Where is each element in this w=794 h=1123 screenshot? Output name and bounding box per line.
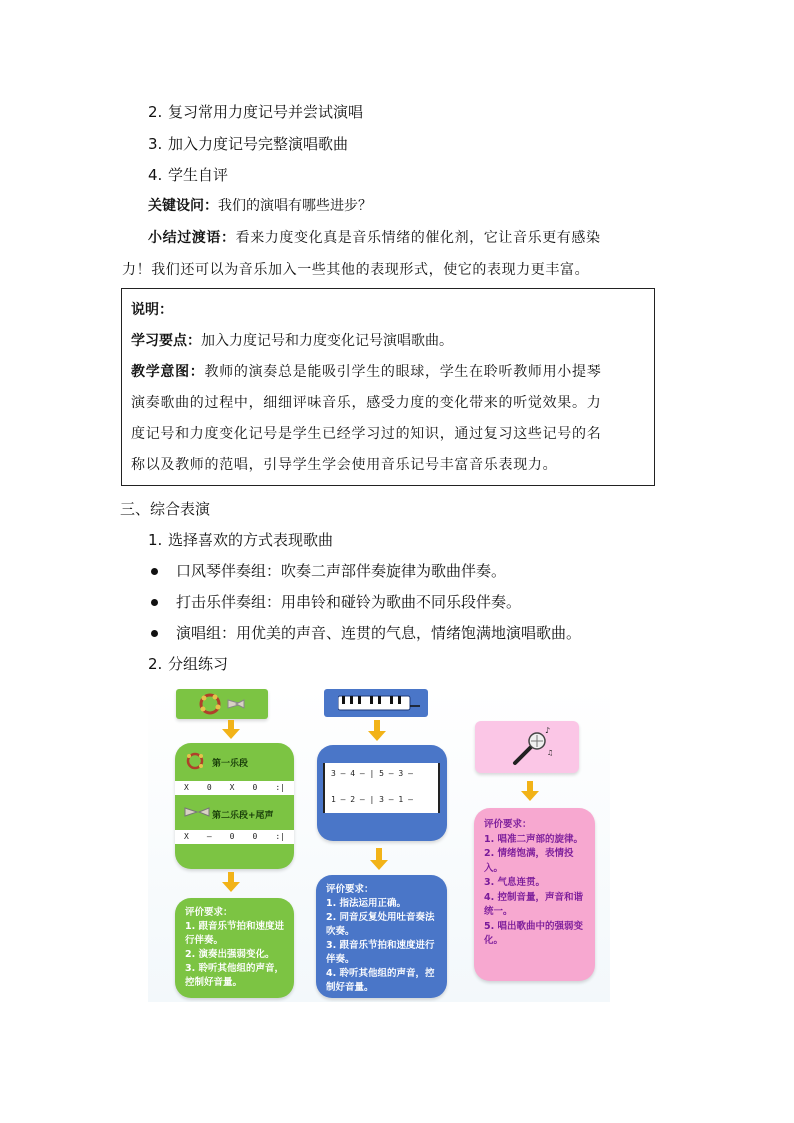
repeat-sign: :| — [275, 783, 285, 792]
note-title: 说明： — [131, 302, 173, 318]
triangle-bells-icon — [181, 805, 213, 819]
rhythm-note: X — [184, 783, 189, 792]
percussion-eval-card — [175, 898, 294, 998]
learning-points-text: 加入力度记号和力度变化记号演唱歌曲。 — [201, 333, 453, 349]
rhythm-note: 0 — [252, 832, 258, 841]
key-question — [148, 196, 372, 216]
teaching-intent-line-4: 称以及教师的范唱，引导学生学会使用音乐记号丰富音乐表现力。 — [131, 457, 558, 473]
rhythm-note: – — [206, 832, 212, 841]
percussion-rhythm-card — [175, 743, 294, 869]
eval-item: 2. 同音反复处用吐音奏法吹奏。 — [326, 912, 435, 937]
step-text: 学生自评 — [168, 166, 229, 184]
step-number: 4. — [148, 166, 163, 184]
arrow — [228, 872, 234, 882]
arrow-head — [370, 860, 388, 870]
step-number: 2. — [148, 103, 163, 121]
section-2-label: 第二乐段+尾声 — [212, 811, 274, 821]
score-upper-voice: 3 – 4 – | 5 – 3 – — [331, 767, 433, 781]
sleigh-bells-icon — [198, 692, 250, 716]
bullet-singing-group: 演唱组：用优美的声音、连贯的气息，情绪饱满地演唱歌曲。 — [176, 624, 582, 642]
eval-item: 3. 聆听其他组的声音，控制好音量。 — [185, 963, 285, 988]
eval-title: 评价要求： — [484, 819, 532, 830]
arrow — [228, 720, 234, 729]
step-text: 加入力度记号完整演唱歌曲 — [168, 135, 349, 153]
teaching-intent-text-1: 教师的演奏总是能吸引学生的眼球，学生在聆听教师用小提琴 — [204, 364, 602, 380]
bullet-dot — [151, 599, 158, 606]
note-box — [121, 288, 655, 486]
step-number: 2. — [148, 655, 163, 673]
bullet-dot — [151, 568, 158, 575]
arrow — [527, 781, 533, 791]
teaching-intent-label: 教学意图： — [131, 364, 205, 380]
rhythm-note: 0 — [206, 783, 212, 792]
learning-points-label: 学习要点： — [131, 333, 201, 349]
step-text: 选择喜欢的方式表现歌曲 — [168, 531, 334, 549]
eval-item: 1. 跟音乐节拍和速度进行伴奏。 — [185, 921, 285, 946]
melodica-header — [324, 689, 428, 717]
rhythm-note: X — [229, 783, 235, 792]
key-question-label: 关键设问： — [148, 198, 218, 214]
eval-item: 2. 演奏出强弱变化。 — [185, 949, 275, 960]
arrow — [376, 848, 382, 860]
summary-label: 小结过渡语： — [148, 230, 236, 246]
summary-line-2: 力！我们还可以为音乐加入一些其他的表现形式，使它的表现力更丰富。 — [122, 262, 590, 278]
teaching-intent-line-1 — [131, 362, 601, 382]
arrow-head — [222, 729, 240, 739]
eval-content — [484, 818, 588, 949]
rhythm-row-2 — [175, 830, 294, 844]
eval-content — [326, 883, 442, 995]
eval-item: 3. 气息连贯。 — [484, 877, 546, 888]
step-text: 复习常用力度记号并尝试演唱 — [168, 103, 364, 121]
svg-text:♫: ♫ — [547, 749, 553, 757]
melodica-icon — [338, 694, 420, 712]
step-number: 1. — [148, 531, 163, 549]
step-2 — [148, 102, 363, 122]
bullet-percussion-group: 打击乐伴奏组：用串铃和碰铃为歌曲不同乐段伴奏。 — [176, 593, 522, 611]
vocal-header — [475, 721, 579, 773]
rhythm-note: X — [184, 832, 189, 841]
step-text: 分组练习 — [168, 655, 229, 673]
teaching-intent-line-2: 演奏歌曲的过程中，细细评味音乐，感受力度的变化带来的听觉效果。力 — [131, 395, 602, 411]
vocal-eval-card — [474, 808, 595, 981]
section-1-label: 第一乐段 — [212, 759, 249, 769]
summary-text-1: 看来力度变化真是音乐情绪的催化剂，它让音乐更有感染 — [235, 230, 601, 246]
microphone-icon — [509, 725, 553, 769]
sleigh-bells-icon — [183, 751, 211, 771]
learning-points — [131, 331, 453, 351]
score-lower-voice: 1 – 2 – | 3 – 1 – — [331, 793, 433, 807]
rhythm-row-1 — [175, 781, 294, 795]
eval-item: 2. 情绪饱满，表情投入。 — [484, 848, 574, 874]
arrow-head — [521, 791, 539, 801]
eval-item: 3. 跟音乐节拍和速度进行伴奏。 — [326, 940, 435, 965]
eval-item: 4. 聆听其他组的声音，控制好音量。 — [326, 968, 435, 993]
eval-title: 评价要求： — [185, 907, 233, 918]
section-3-title: 三、综合表演 — [120, 500, 211, 518]
eval-title: 评价要求： — [326, 884, 374, 895]
bullet-dot — [151, 630, 158, 637]
step-4 — [148, 165, 228, 185]
eval-item: 1. 指法运用正确。 — [326, 898, 407, 909]
eval-content — [185, 906, 289, 990]
arrow-head — [222, 882, 240, 892]
step-3 — [148, 134, 348, 154]
melodica-eval-card — [316, 875, 447, 998]
svg-text:♪: ♪ — [545, 726, 551, 735]
step-number: 3. — [148, 135, 163, 153]
eval-item: 5. 唱出歌曲中的强弱变化。 — [484, 920, 584, 946]
summary-line-1 — [148, 228, 601, 248]
group-practice-figure — [148, 688, 610, 1002]
percussion-header — [176, 689, 268, 719]
arrow — [374, 720, 380, 731]
eval-item: 4. 控制音量，声音和谐统一。 — [484, 891, 584, 917]
rhythm-note: 0 — [229, 832, 235, 841]
rhythm-note: 0 — [252, 783, 258, 792]
melodica-score-card — [317, 745, 447, 841]
step-1 — [148, 530, 333, 550]
step-2-group-practice — [148, 654, 228, 674]
eval-item: 1. 唱准二声部的旋律。 — [484, 833, 584, 845]
bullet-melodica-group: 口风琴伴奏组：吹奏二声部伴奏旋律为歌曲伴奏。 — [176, 562, 507, 580]
teaching-intent-line-3: 度记号和力度变化记号是学生已经学习过的知识，通过复习这些记号的名 — [131, 426, 602, 442]
key-question-text: 我们的演唱有哪些进步？ — [218, 198, 372, 214]
repeat-sign: :| — [275, 832, 285, 841]
arrow-head — [368, 731, 386, 741]
score-staff — [323, 763, 440, 813]
